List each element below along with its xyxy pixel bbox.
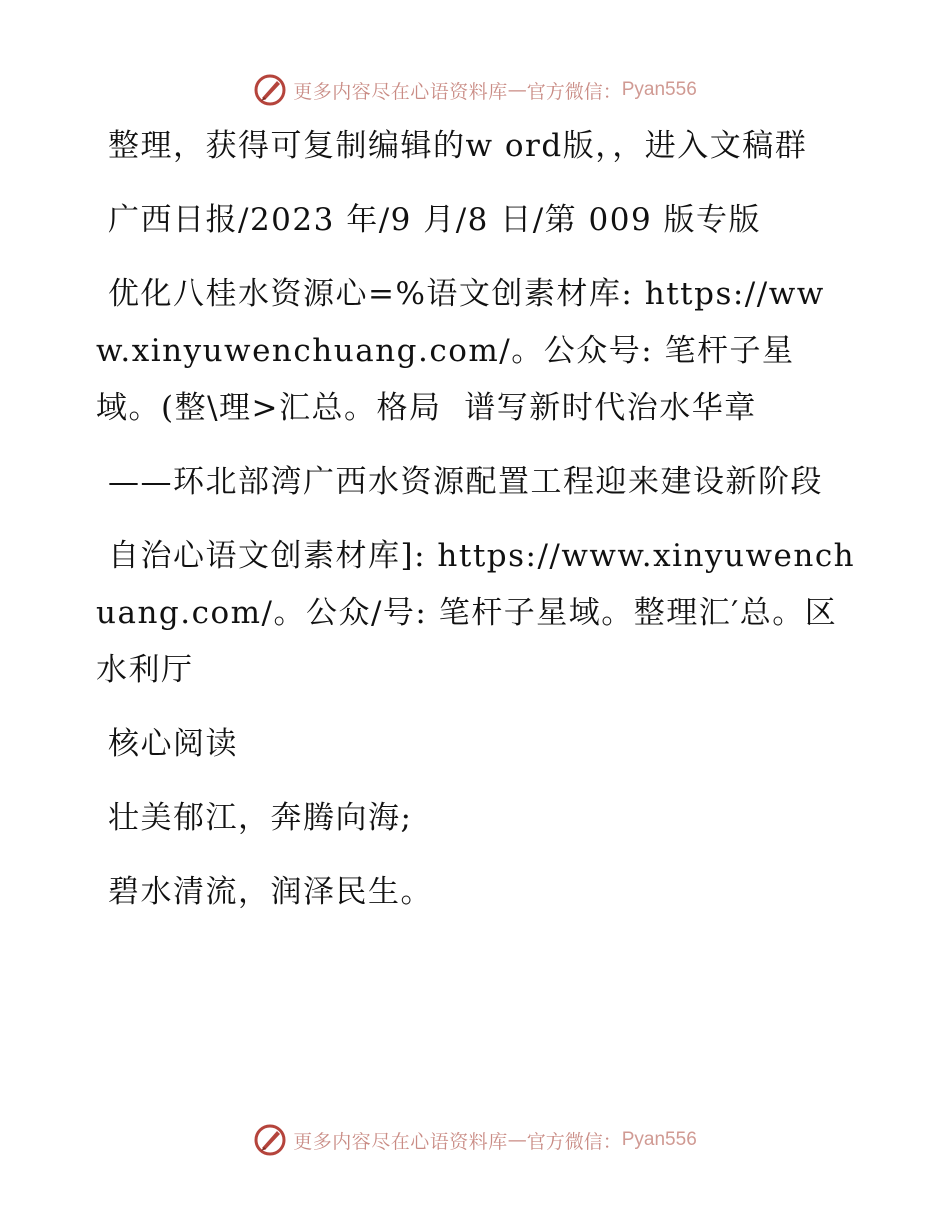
wechat-id: Pyan556: [621, 1129, 697, 1150]
banner-separator: —: [507, 1129, 527, 1151]
wechat-label: 官方微信：: [526, 1130, 622, 1153]
header-banner: [0, 70, 950, 110]
banner-text: 更多内容尽在心语资料库: [293, 80, 508, 103]
paragraph-line-1: 壮美郁江，奔腾向海;: [108, 800, 413, 836]
brush-logo-icon: [253, 73, 287, 107]
wechat-id: Pyan556: [621, 79, 697, 100]
paragraph-line-2: 碧水清流，润泽民生。: [108, 874, 433, 910]
paragraph-intro: 整理，获得可复制编辑的w ord版，，进入文稿群: [108, 128, 808, 164]
footer-banner: [0, 1120, 950, 1160]
paragraph-subtitle: ——环北部湾广西水资源配置工程迎来建设新阶段: [108, 464, 823, 500]
banner-separator: —: [507, 79, 527, 101]
paragraph-author: 自治心语文创素材库]: https://www.xinyuwenchuang.com/。公众/号: 笔杆子星域。整理汇′总。区水利厅: [96, 538, 856, 688]
paragraph-title: 优化八桂水资源心=%语文创素材库: https://www.xinyuwenchuang.com/。公众号: 笔杆子星域。(整\理>汇总。格局 谱写新时代治水华章: [96, 276, 825, 426]
brush-logo-icon: [253, 1123, 287, 1157]
paragraph-source: 广西日报/2023 年/9 月/8 日/第 009 版专版: [108, 202, 762, 238]
wechat-label: 官方微信：: [526, 80, 622, 103]
paragraph-core-reading: 核心阅读: [108, 726, 238, 762]
document-body: [96, 118, 856, 938]
banner-text: 更多内容尽在心语资料库: [293, 1130, 508, 1153]
